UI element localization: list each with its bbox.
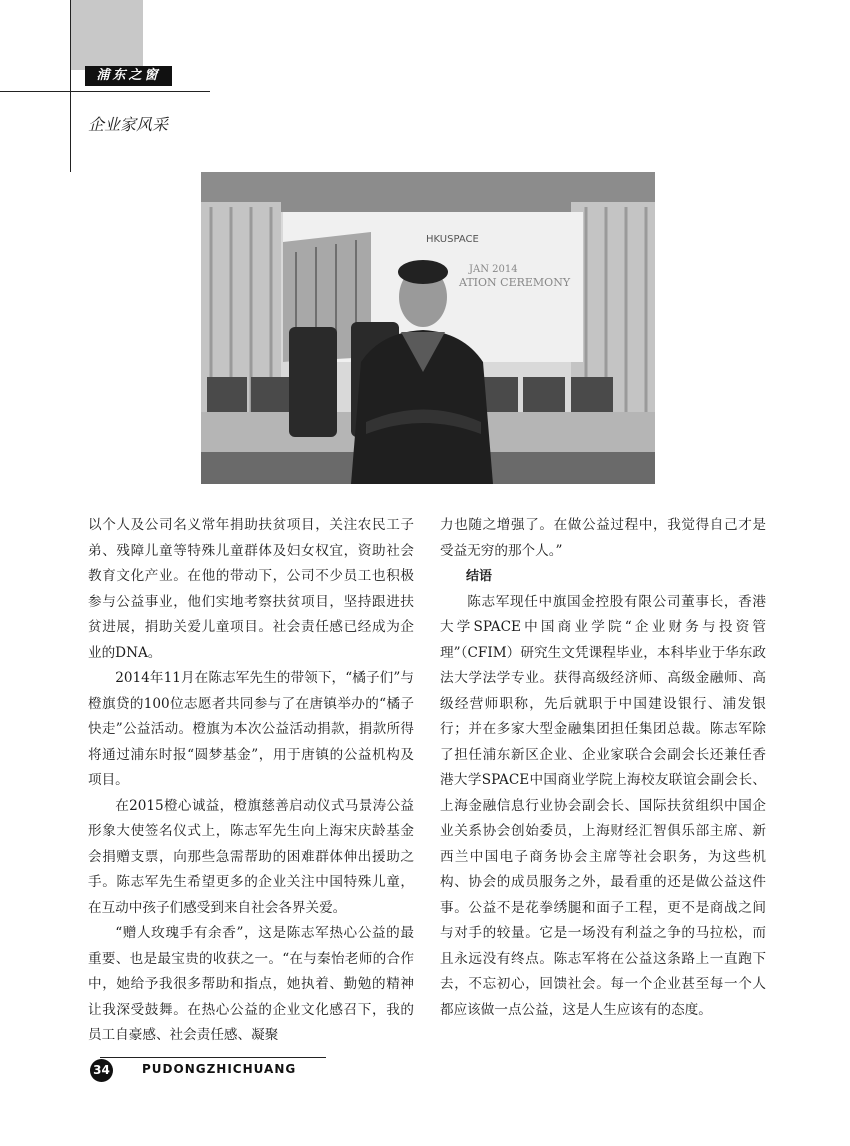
section-title: 企业家风采	[88, 115, 169, 134]
paragraph: “赠人玫瑰手有余香”，这是陈志军热心公益的最重要、也是最宝贵的收获之一。“在与秦怡老师的合作中，她给予我很多帮助和指点，她执着、勤勉的精神让我深受鼓舞。在热心公益的企业文化感召下，我的员工自豪感、社会责任感、凝聚	[88, 925, 414, 1043]
portrait-photo	[201, 172, 655, 484]
paragraph: 以个人及公司名义常年捐助扶贫项目，关注农民工子弟、残障儿童等特殊儿童群体及妇女权宜，资助社会教育文化产业。在他的带动下，公司不少员工也积极参与公益事业，他们实地考察扶贫项目，坚持跟进扶贫进展，捐助关爱儿童项目。社会责任感已经成为企业的DNA。	[88, 517, 414, 661]
paragraph: 2014年11月在陈志军先生的带领下，“橘子们”与橙旗贷的100位志愿者共同参与了在唐镇举办的“橘子快走”公益活动。橙旗为本次公益活动捐款，捐款所得将通过浦东时报“圆梦基金”，用于唐镇的公益机构及项目。	[88, 670, 414, 788]
article-right-column	[440, 513, 766, 1023]
article-left-column	[88, 513, 414, 1049]
publication-name: PUDONGZHICHUANG	[142, 1062, 297, 1076]
footer-rule	[100, 1057, 326, 1058]
banner-line-2: ATION CEREMONY	[459, 276, 571, 289]
paragraph: 在2015橙心诚益，橙旗慈善启动仪式马景涛公益形象大使签名仪式上，陈志军先生向上海宋庆龄基金会捐赠支票，向那些急需帮助的困难群体伸出援助之手。陈志军先生希望更多的企业关注中国特殊儿童，在互动中孩子们感受到来自社会各界关爱。	[88, 797, 414, 916]
paragraph: 力也随之增强了。在做公益过程中，我觉得自己才是受益无穷的那个人。”	[440, 517, 766, 559]
banner-line-1: JAN 2014	[469, 264, 518, 275]
paragraph: 陈志军现任中旗国金控股有限公司董事长，香港大学SPACE中国商业学院“企业财务与投资管理”（CFIM）研究生文凭课程毕业，本科毕业于华东政法大学法学专业。获得高级经济师、高级金融师、高级经营师职称，先后就职于中国建设银行、浦发银行；并在多家大型金融集团担任集团总裁。陈志军除了担任浦东新区企业、企业家联合会副会长还兼任香港大学SPACE中国商业学院上海校友联谊会副会长、上海金融信息行业协会副会长、国际扶贫组织中国企业关系协会创始委员，上海财经汇智俱乐部主席、新西兰中国电子商务协会主席等社会职务，为这些机构、协会的成员服务之外，最看重的还是做公益这件事。公益不是花拳绣腿和面子工程，更不是商战之间与对手的较量。它是一场没有利益之争的马拉松，而且永远没有终点。陈志军将在公益这条路上一直跑下去，不忘初心，回馈社会。每一个企业甚至每一个人都应该做一点公益，这是人生应该有的态度。	[440, 593, 766, 1018]
header-horizontal-rule	[0, 91, 210, 92]
masthead-logo: 浦东之窗	[85, 66, 172, 86]
header-gray-block	[70, 0, 143, 70]
page-number: 34	[90, 1059, 113, 1082]
header-vertical-rule	[70, 0, 71, 172]
conclusion-heading: 结语	[466, 569, 493, 584]
stage-logo-text: HKUSPACE	[426, 234, 479, 245]
